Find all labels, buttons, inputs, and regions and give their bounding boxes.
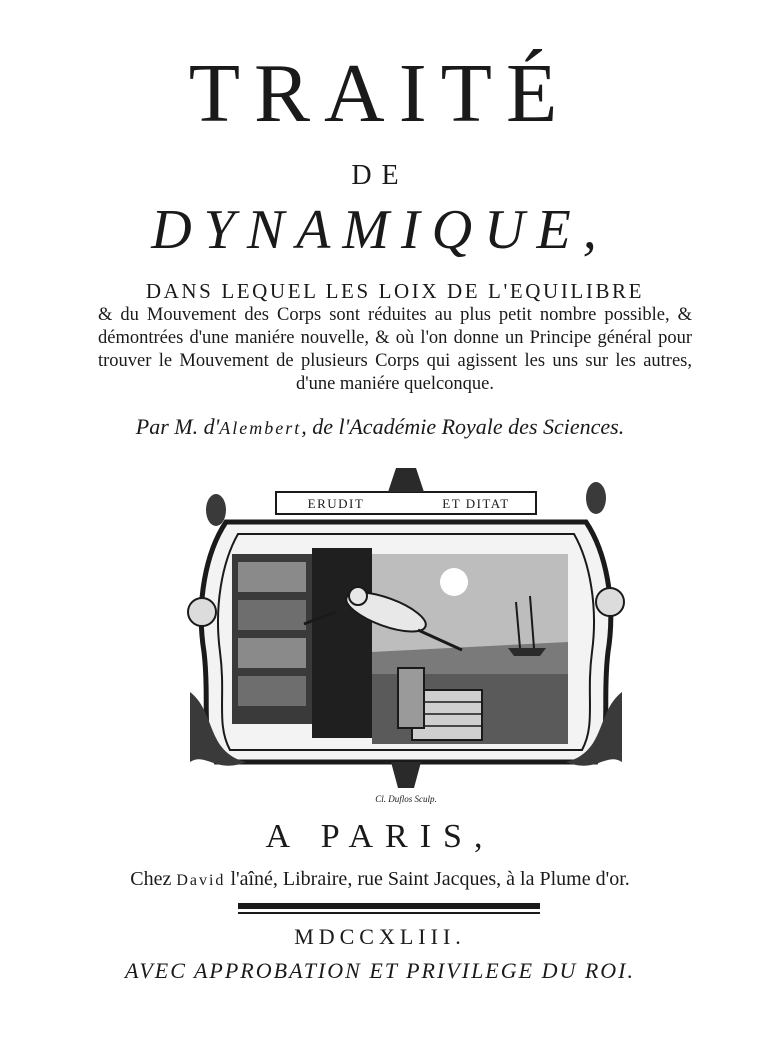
motto-right: ET DITAT bbox=[442, 496, 510, 511]
right-finial bbox=[586, 482, 606, 514]
subtitle-block bbox=[98, 278, 692, 396]
engraver-signature: Cl. Duflos Sculp. bbox=[375, 794, 437, 804]
book-subject: DYNAMIQUE, bbox=[151, 199, 609, 261]
bottom-pendant bbox=[391, 762, 421, 788]
subtitle-lead: DANS LEQUEL LES LOIX DE L'EQUILIBRE bbox=[145, 279, 645, 303]
title-connector: DE bbox=[351, 160, 409, 191]
double-rule bbox=[238, 902, 540, 916]
bookshelf-illustration bbox=[232, 548, 372, 738]
helmet-crest bbox=[388, 468, 424, 492]
right-mask bbox=[596, 588, 624, 616]
engraved-vignette bbox=[186, 462, 626, 807]
publication-year: MDCCXLIII. bbox=[294, 924, 466, 949]
royal-privilege: AVEC APPROBATION ET PRIVILEGE DU ROI. bbox=[125, 958, 635, 983]
author-line bbox=[0, 414, 760, 440]
publisher-name: David bbox=[176, 872, 226, 889]
left-finial bbox=[206, 494, 226, 526]
subtitle-body: & du Mouvement des Corps sont réduites au plus petit nombre possible, & démontrées d'une maniére nouvelle, & où l'on donne un Principe général pour trouver le Mouvement de plusieurs Corps qui agissent les uns sur les autres, d'une maniére quelconque. bbox=[98, 305, 692, 394]
publisher-prefix: Chez bbox=[130, 868, 177, 890]
author-prefix: Par M. d' bbox=[135, 414, 220, 439]
publisher-line bbox=[0, 868, 760, 891]
publication-place: A PARIS, bbox=[265, 818, 495, 855]
publisher-address: l'aîné, Libraire, rue Saint Jacques, à la Plume d'or. bbox=[225, 868, 630, 890]
left-mask bbox=[188, 598, 216, 626]
author-affiliation: , de l'Académie Royale des Sciences. bbox=[301, 414, 625, 439]
author-name: Alembert bbox=[219, 418, 302, 438]
motto-left: ERUDIT bbox=[307, 496, 365, 511]
book-title: TRAITÉ bbox=[188, 47, 572, 140]
